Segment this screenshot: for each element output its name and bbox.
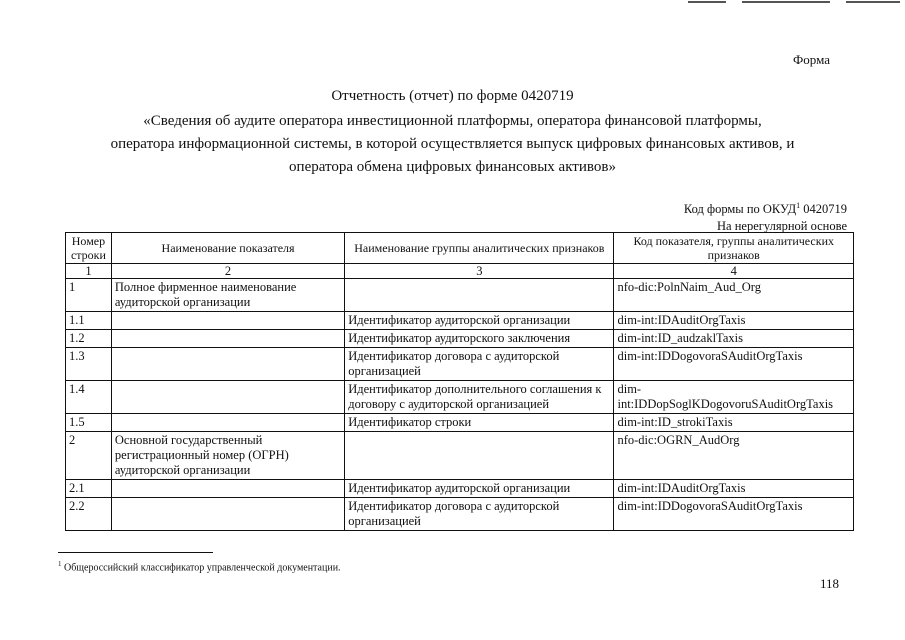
group-name: Идентификатор строки bbox=[345, 414, 614, 432]
indicator-code: dim-int:IDDopSoglKDogovoruSAuditOrgTaxis bbox=[614, 381, 854, 414]
group-name: Идентификатор дополнительного соглашения к договору с аудиторской организацией bbox=[345, 381, 614, 414]
group-name bbox=[345, 279, 614, 312]
group-name bbox=[345, 432, 614, 480]
scan-artifact-line bbox=[846, 1, 900, 3]
okud-footnote-ref: 1 bbox=[796, 201, 801, 210]
report-subtitle-line-2: оператора информационной системы, в которой осуществляется выпуск цифровых финансовых активов, и bbox=[110, 136, 795, 152]
okud-code-line bbox=[684, 197, 847, 218]
footnote-separator bbox=[58, 552, 213, 553]
table-row bbox=[66, 432, 854, 480]
header-indicator-name: Наименование показателя bbox=[111, 233, 344, 264]
table-row bbox=[66, 381, 854, 414]
indicator-name bbox=[111, 312, 344, 330]
indicator-name bbox=[111, 498, 344, 531]
header-code: Код показателя, группы аналитических признаков bbox=[614, 233, 854, 264]
group-name: Идентификатор договора с аудиторской организацией bbox=[345, 498, 614, 531]
report-title: Отчетность (отчет) по форме 0420719 bbox=[331, 88, 574, 104]
indicator-code: nfo-dic:PolnNaim_Aud_Org bbox=[614, 279, 854, 312]
table-row bbox=[66, 330, 854, 348]
column-numbers-row bbox=[66, 264, 854, 279]
row-number: 1.1 bbox=[66, 312, 112, 330]
column-number: 4 bbox=[614, 264, 854, 279]
indicator-name bbox=[111, 330, 344, 348]
okud-prefix: Код формы по ОКУД bbox=[683, 202, 797, 217]
table-row bbox=[66, 279, 854, 312]
group-name: Идентификатор аудиторского заключения bbox=[345, 330, 614, 348]
group-name: Идентификатор аудиторской организации bbox=[345, 312, 614, 330]
indicator-code: nfo-dic:OGRN_AudOrg bbox=[614, 432, 854, 480]
page-number: 118 bbox=[820, 576, 840, 591]
row-number: 1.3 bbox=[66, 348, 112, 381]
column-number: 2 bbox=[111, 264, 344, 279]
indicator-name: Основной государственный регистрационный номер (ОГРН) аудиторской организации bbox=[111, 432, 344, 480]
group-name: Идентификатор договора с аудиторской организацией bbox=[345, 348, 614, 381]
indicator-name bbox=[111, 381, 344, 414]
row-number: 1.4 bbox=[66, 381, 112, 414]
indicator-code: dim-int:ID_audzaklTaxis bbox=[614, 330, 854, 348]
scan-artifact-line bbox=[742, 1, 830, 3]
footnote bbox=[58, 560, 341, 573]
footnote-marker: 1 bbox=[58, 560, 62, 568]
scan-artifact-line bbox=[688, 1, 726, 3]
indicator-code: dim-int:IDAuditOrgTaxis bbox=[614, 480, 854, 498]
table-row bbox=[66, 480, 854, 498]
header-row-number: Номер строки bbox=[66, 233, 112, 264]
indicator-name bbox=[111, 414, 344, 432]
header-group-name: Наименование группы аналитических признаков bbox=[345, 233, 614, 264]
column-number: 1 bbox=[66, 264, 112, 279]
indicator-code: dim-int:IDDogovoraSAuditOrgTaxis bbox=[614, 498, 854, 531]
indicator-name: Полное фирменное наименование аудиторской организации bbox=[111, 279, 344, 312]
row-number: 2.1 bbox=[66, 480, 112, 498]
row-number: 1.2 bbox=[66, 330, 112, 348]
row-number: 1.5 bbox=[66, 414, 112, 432]
report-table bbox=[65, 232, 854, 531]
indicator-code: dim-int:ID_strokiTaxis bbox=[614, 414, 854, 432]
row-number: 1 bbox=[66, 279, 112, 312]
okud-code: 0420719 bbox=[800, 202, 847, 217]
table-row bbox=[66, 414, 854, 432]
footnote-text: Общероссийский классификатор управленческой документации. bbox=[61, 562, 341, 574]
column-number: 3 bbox=[345, 264, 614, 279]
indicator-code: dim-int:IDAuditOrgTaxis bbox=[614, 312, 854, 330]
row-number: 2 bbox=[66, 432, 112, 480]
row-number: 2.2 bbox=[66, 498, 112, 531]
table-row bbox=[66, 312, 854, 330]
report-subtitle-line-3: оператора обмена цифровых финансовых активов» bbox=[289, 159, 616, 175]
group-name: Идентификатор аудиторской организации bbox=[345, 480, 614, 498]
periodicity: На нерегулярной основе bbox=[717, 219, 847, 234]
indicator-name bbox=[111, 480, 344, 498]
table-row bbox=[66, 498, 854, 531]
indicator-code: dim-int:IDDogovoraSAuditOrgTaxis bbox=[614, 348, 854, 381]
report-subtitle-line-1: «Сведения об аудите оператора инвестиционной платформы, оператора финансовой платформы, bbox=[143, 113, 762, 129]
okud-block bbox=[684, 197, 847, 235]
indicator-name bbox=[111, 348, 344, 381]
table-row bbox=[66, 348, 854, 381]
form-label: Форма bbox=[793, 52, 830, 67]
table-header-row bbox=[66, 233, 854, 264]
